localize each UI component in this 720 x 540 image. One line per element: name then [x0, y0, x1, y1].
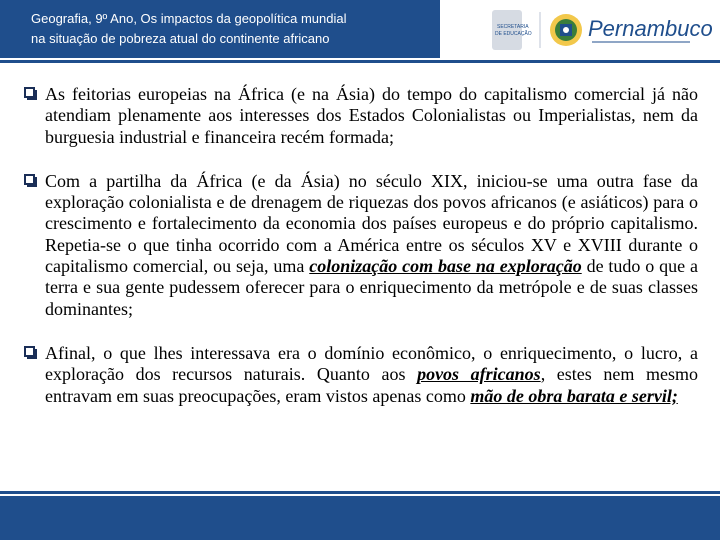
slide-title [0, 0, 440, 58]
bullet-item [24, 343, 698, 407]
bullet-item [24, 171, 698, 320]
slide-body [24, 84, 698, 407]
slide-title-line2: na situação de pobreza atual do continente africano [31, 31, 330, 46]
checkbox-bullet-icon [24, 346, 35, 357]
bullet-emphasis: mão de obra barata e servil; [470, 385, 678, 406]
secretaria-badge-icon [492, 10, 522, 50]
bullet-emphasis: colonização com base na exploração [309, 256, 582, 277]
secretaria-label-line1: SECRETARIA [497, 24, 529, 30]
checkbox-bullet-icon [24, 87, 35, 98]
checkbox-bullet-icon [24, 174, 35, 185]
secretaria-logo [480, 4, 712, 56]
bullet-text: , estes nem mesmo entravam em suas preocupações, eram vistos apenas como [45, 364, 698, 406]
secretaria-label-line2: DE EDUCAÇÃO [495, 31, 532, 37]
slide-title-line1: Geografia, 9º Ano, Os impactos da geopolítica mundial [31, 11, 347, 26]
bullet-emphasis: povos africanos [417, 364, 541, 385]
bullet-text: de tudo o que a terra e sua gente pudessem oferecer para o enriquecimento da metrópole e de suas classes dominantes; [45, 256, 699, 319]
bullet-item [24, 84, 698, 148]
pernambuco-coat-of-arms-icon [550, 14, 582, 46]
bullet-text: As feitorias europeias na África (e na Ásia) do tempo do capitalismo comercial já não atendiam plenamente aos interesses dos Estados Colonialistas ou Imperialistas, nem da burguesia industrial e financeira recém formada; [45, 84, 698, 147]
bullet-text: Afinal, o que lhes interessava era o domínio econômico, o enriquecimento, o lucro, a exploração dos recursos naturais. Quanto aos [45, 342, 698, 385]
pernambuco-wordmark: Pernambuco [588, 16, 712, 41]
bullet-text: Com a partilha da África (e da Ásia) no século XIX, iniciou-se uma outra fase da exploração colonialista e de drenagem de riquezas dos povos africanos (e asiáticos) para o crescimento e fortalecimento da economia dos países europeus e do próprio capitalismo. Repetia-se o que tinha ocorrido com a América entre os séculos XV e XVIII durante o capitalismo comercial, ou seja, uma [45, 170, 698, 277]
government-logos [480, 4, 712, 56]
header [0, 0, 720, 60]
footer-bar [0, 496, 720, 540]
header-rule [0, 60, 720, 63]
